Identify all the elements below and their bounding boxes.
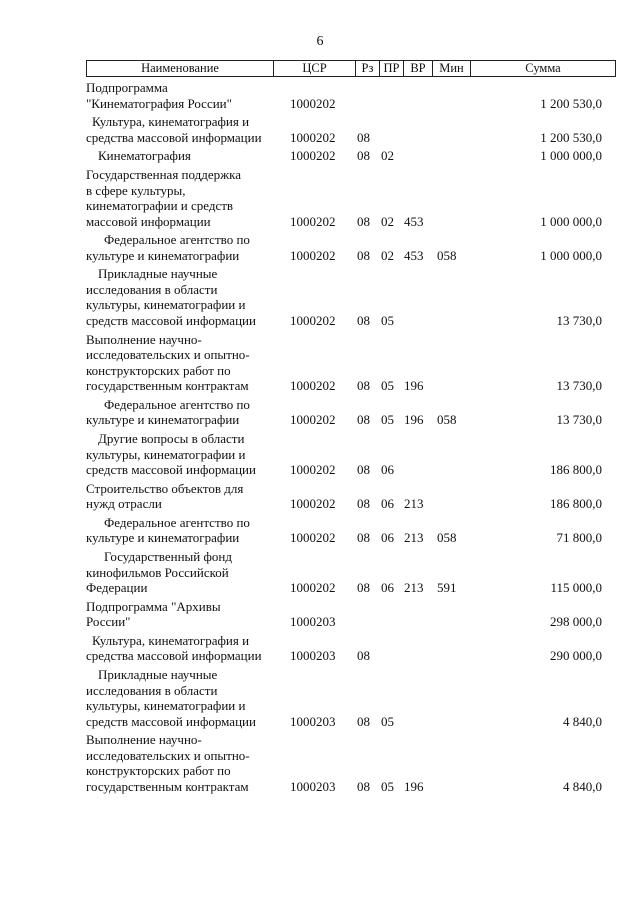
row-name-line: средства массовой информации	[86, 648, 262, 664]
row-csr: 1000202	[290, 95, 336, 111]
row-pr: 02	[381, 247, 394, 263]
row-name	[86, 332, 286, 394]
table-row	[0, 732, 640, 794]
row-name-line: Кинематография	[98, 148, 191, 164]
table-row	[0, 481, 640, 512]
row-sum: 1 000 000,0	[540, 148, 602, 164]
row-pr: 05	[381, 312, 394, 328]
table-row	[0, 667, 640, 729]
row-rz: 08	[357, 213, 370, 229]
row-sum: 71 800,0	[556, 530, 602, 546]
row-sum: 13 730,0	[556, 412, 602, 428]
header-csr: ЦСР	[274, 61, 356, 76]
table-row	[0, 80, 640, 111]
row-name	[86, 633, 286, 664]
row-name-line: Подпрограмма "Архивы	[86, 598, 221, 614]
table-row	[0, 633, 640, 664]
row-pr: 05	[381, 713, 394, 729]
row-name-line: Федеральное агентство по	[104, 514, 250, 530]
row-csr: 1000203	[290, 778, 336, 794]
row-pr: 06	[381, 496, 394, 512]
row-name	[86, 732, 286, 794]
row-name-line: Федеральное агентство по	[104, 232, 250, 248]
row-name-line: исследовательских и опытно-	[86, 347, 250, 363]
row-name-line: Государственный фонд	[104, 549, 232, 565]
row-name	[86, 431, 286, 478]
row-name	[86, 397, 286, 428]
row-vr: 453	[404, 213, 424, 229]
row-csr: 1000202	[290, 580, 336, 596]
row-name-line: нужд отрасли	[86, 496, 162, 512]
row-name-line: государственным контрактам	[86, 378, 249, 394]
row-rz: 08	[357, 129, 370, 145]
row-rz: 08	[357, 580, 370, 596]
row-pr: 05	[381, 412, 394, 428]
row-sum: 298 000,0	[550, 614, 602, 630]
row-csr: 1000202	[290, 213, 336, 229]
table-header	[86, 60, 616, 77]
row-csr: 1000202	[290, 247, 336, 263]
row-pr: 02	[381, 148, 394, 164]
row-name-line: культуре и кинематографии	[86, 412, 240, 428]
row-sum: 1 200 530,0	[540, 129, 602, 145]
row-rz: 08	[357, 648, 370, 664]
row-sum: 4 840,0	[563, 778, 602, 794]
row-csr: 1000202	[290, 148, 336, 164]
row-name-line: Культура, кинематография и	[92, 114, 250, 130]
row-rz: 08	[357, 412, 370, 428]
row-name-line: "Кинематография России"	[86, 95, 232, 111]
row-sum: 186 800,0	[550, 496, 602, 512]
row-pr: 06	[381, 462, 394, 477]
header-sum: Сумма	[525, 61, 561, 75]
row-name	[86, 266, 286, 328]
row-vr: 196	[404, 778, 424, 794]
row-name-line: культуры, кинематографии и	[86, 297, 246, 313]
row-csr: 1000202	[290, 462, 336, 477]
row-name-line: Прикладные научные	[98, 667, 218, 683]
row-csr: 1000202	[290, 129, 336, 145]
row-csr: 1000202	[290, 378, 336, 394]
table-row	[0, 266, 640, 328]
row-csr: 1000202	[290, 530, 336, 546]
header-rz: Рз	[356, 61, 380, 76]
header-name: Наименование	[87, 61, 274, 76]
row-name-line: массовой информации	[86, 213, 211, 229]
row-rz: 08	[357, 778, 370, 794]
table-row	[0, 397, 640, 428]
row-name-line: исследовательских и опытно-	[86, 747, 250, 763]
row-rz: 08	[357, 713, 370, 729]
table-row	[0, 431, 640, 478]
header-min: Мин	[433, 61, 471, 76]
row-csr: 1000202	[290, 496, 336, 512]
page-number: 6	[316, 34, 324, 49]
row-name-line: Выполнение научно-	[86, 331, 202, 347]
row-vr: 196	[404, 378, 424, 394]
row-name-line: конструкторских работ по	[86, 763, 231, 779]
row-name	[86, 481, 286, 512]
row-rz: 08	[357, 496, 370, 512]
row-min: 058	[437, 530, 457, 546]
row-csr: 1000202	[290, 312, 336, 328]
row-min: 058	[437, 412, 457, 428]
row-name-line: кинофильмов Российской	[86, 564, 229, 580]
row-sum: 290 000,0	[550, 648, 602, 664]
row-name-line: средств массовой информации	[86, 713, 256, 729]
row-rz: 08	[357, 462, 370, 477]
row-pr: 05	[381, 778, 394, 794]
row-name	[86, 80, 286, 111]
row-name-line: Строительство объектов для	[86, 480, 244, 496]
table-row	[0, 232, 640, 263]
row-csr: 1000203	[290, 713, 336, 729]
row-name-line: государственным контрактам	[86, 778, 249, 794]
row-rz: 08	[357, 378, 370, 394]
row-rz: 08	[357, 312, 370, 328]
table-row	[0, 549, 640, 596]
table-row	[0, 332, 640, 394]
row-sum: 115 000,0	[550, 580, 602, 596]
row-name-line: Подпрограмма	[86, 80, 168, 95]
row-name-line: культуре и кинематографии	[86, 530, 240, 546]
row-name	[86, 148, 286, 164]
row-name-line: Выполнение научно-	[86, 732, 202, 748]
row-name-line: культуры, кинематографии и	[86, 698, 246, 714]
header-vr: ВР	[404, 61, 433, 76]
row-csr: 1000203	[290, 614, 336, 630]
row-name-line: Федеральное агентство по	[104, 396, 250, 412]
row-name	[86, 599, 286, 630]
row-name-line: исследования в области	[86, 281, 218, 297]
row-name-line: Культура, кинематография и	[92, 632, 250, 648]
row-name-line: исследования в области	[86, 682, 218, 698]
row-sum: 1 000 000,0	[540, 213, 602, 229]
row-name	[86, 667, 286, 729]
row-name-line: кинематографии и средств	[86, 198, 234, 214]
budget-table-body	[0, 80, 640, 798]
row-name	[86, 549, 286, 596]
table-row	[0, 114, 640, 145]
row-name-line: Государственная поддержка	[86, 167, 242, 183]
row-vr: 213	[404, 580, 424, 596]
row-name	[86, 515, 286, 546]
row-pr: 06	[381, 580, 394, 596]
row-pr: 02	[381, 213, 394, 229]
row-vr: 213	[404, 530, 424, 546]
row-name-line: средств массовой информации	[86, 312, 256, 328]
row-name	[86, 114, 286, 145]
table-row	[0, 148, 640, 164]
row-pr: 05	[381, 378, 394, 394]
row-sum: 13 730,0	[556, 378, 602, 394]
row-vr: 453	[404, 247, 424, 263]
table-row	[0, 167, 640, 229]
row-sum: 1 200 530,0	[540, 95, 602, 111]
row-sum: 13 730,0	[556, 312, 602, 328]
row-name-line: Федерации	[86, 580, 148, 596]
row-name-line: Прикладные научные	[98, 266, 218, 282]
row-csr: 1000203	[290, 648, 336, 664]
row-name-line: Другие вопросы в области	[98, 431, 245, 446]
row-name-line: средств массовой информации	[86, 462, 256, 477]
row-name-line: конструкторских работ по	[86, 362, 231, 378]
row-name-line: средства массовой информации	[86, 129, 262, 145]
row-name	[86, 232, 286, 263]
header-pr: ПР	[380, 61, 404, 76]
row-sum: 186 800,0	[550, 462, 602, 477]
row-rz: 08	[357, 530, 370, 546]
table-row	[0, 599, 640, 630]
row-min: 591	[437, 580, 457, 596]
row-min: 058	[437, 247, 457, 263]
row-vr: 196	[404, 412, 424, 428]
row-rz: 08	[357, 148, 370, 164]
row-sum: 4 840,0	[563, 713, 602, 729]
row-csr: 1000202	[290, 412, 336, 428]
table-row	[0, 515, 640, 546]
row-pr: 06	[381, 530, 394, 546]
row-name	[86, 167, 286, 229]
row-name-line: культуры, кинематографии и	[86, 446, 246, 462]
row-rz: 08	[357, 247, 370, 263]
row-name-line: России"	[86, 614, 131, 630]
row-sum: 1 000 000,0	[540, 247, 602, 263]
row-name-line: в сфере культуры,	[86, 182, 186, 198]
row-vr: 213	[404, 496, 424, 512]
row-name-line: культуре и кинематографии	[86, 247, 240, 263]
